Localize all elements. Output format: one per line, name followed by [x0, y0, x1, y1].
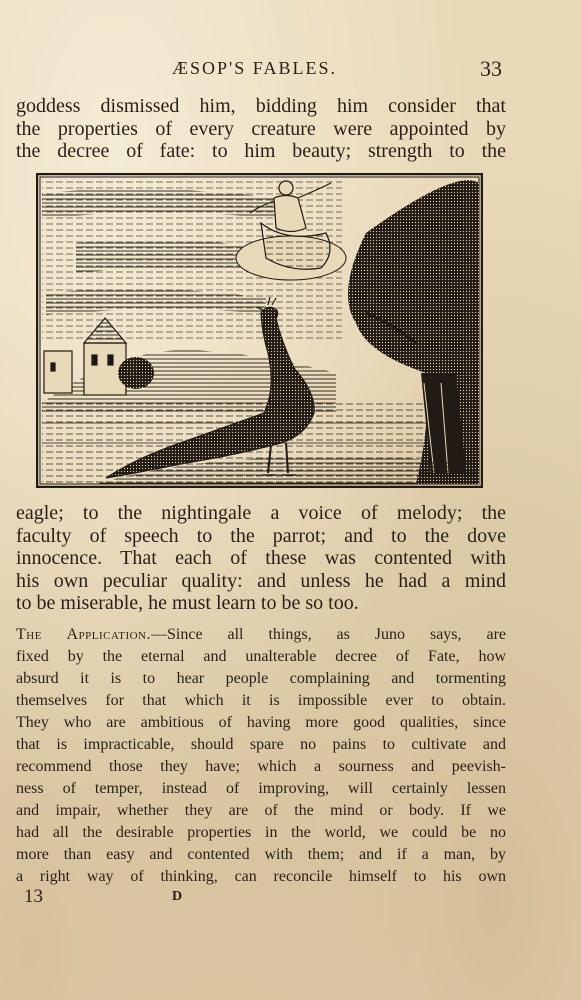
text-line: fixed by the eternal and unalterable decree of Fate, how	[16, 648, 506, 665]
text-line: themselves for that which it is impossible ever to obtain.	[16, 692, 506, 709]
text-line: a right way of thinking, can reconcile himself to his own	[16, 868, 506, 885]
text-line: that is impracticable, should spare no pains to cultivate and	[16, 736, 506, 753]
woodcut-illustration	[36, 173, 483, 488]
page-number: 33	[480, 56, 502, 81]
application-lead: —Since all things, as Juno says, are	[151, 626, 507, 643]
signature-number: 13	[24, 886, 43, 907]
text-line: to be miserable, he must learn to be so too.	[16, 592, 359, 614]
application-heading: The Application.	[16, 626, 152, 643]
text-line: the decree of fate: to him beauty; strength to the	[16, 140, 506, 162]
peacock-illustration-icon	[36, 173, 483, 488]
text-line: eagle; to the nightingale a voice of melody; the	[16, 502, 506, 524]
signature-letter: D	[172, 889, 183, 904]
text-line: They who are ambitious of having more good qualities, since	[16, 714, 506, 731]
text-line: faculty of speech to the parrot; and to the dove	[16, 524, 506, 547]
page-header	[0, 58, 581, 88]
running-title: ÆSOP'S FABLES.	[172, 58, 337, 78]
application-paragraph	[16, 624, 506, 888]
text-line: had all the desirable properties in the world, we could be no	[16, 824, 506, 841]
signature-mark	[22, 886, 222, 908]
text-line: innocence. That each of these was contented with	[16, 547, 506, 569]
paragraph-top	[16, 95, 506, 163]
text-line: his own peculiar quality: and unless he had a mind	[16, 569, 506, 592]
text-line: absurd it is to hear people complaining and tormenting	[16, 670, 506, 687]
paragraph-middle	[16, 502, 506, 615]
text-line: goddess dismissed him, bidding him consider that	[16, 95, 506, 117]
text-line: and impair, whether they are of the mind or body. If we	[16, 802, 506, 819]
text-line: the properties of every creature were appointed by	[16, 117, 506, 140]
application-first-line	[16, 624, 506, 646]
text-line: recommend those they have; which a sourness and peevish-	[16, 758, 506, 775]
text-line: ness of temper, instead of improving, will certainly lessen	[16, 780, 506, 797]
text-line: more than easy and contented with them; and if a man, by	[16, 846, 506, 863]
